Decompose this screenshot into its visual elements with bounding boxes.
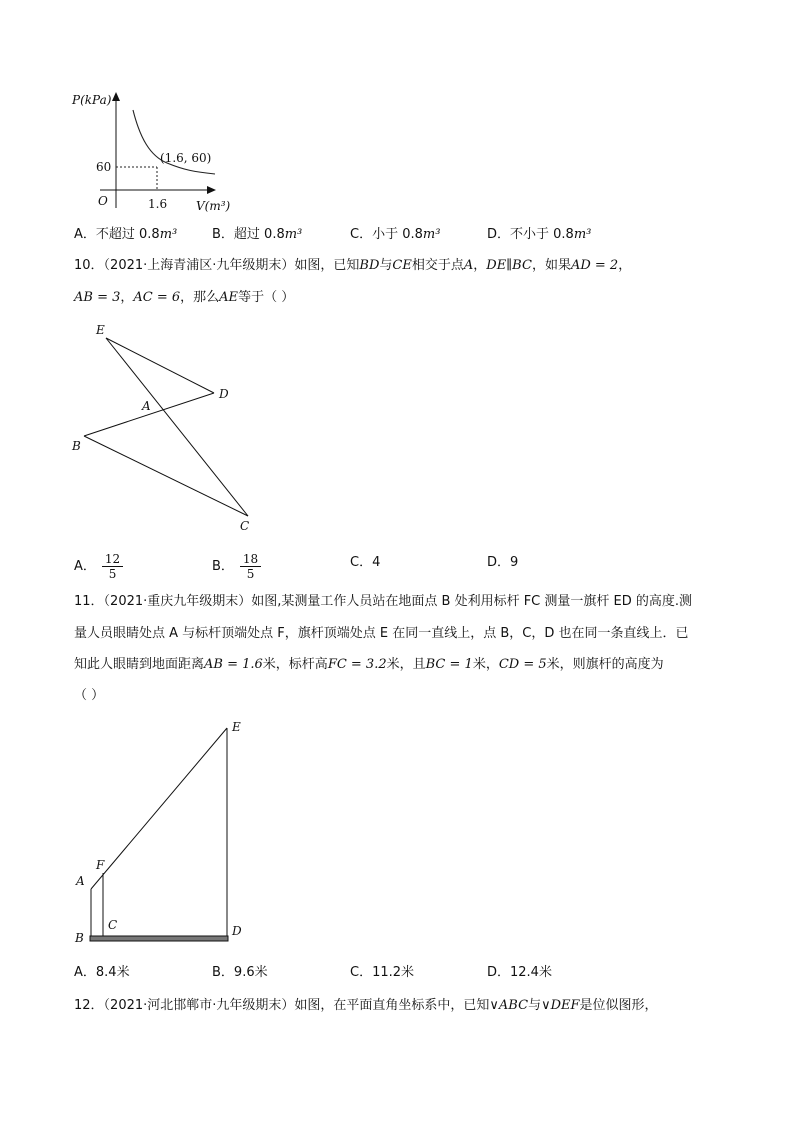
q10-comma2: ，	[120, 290, 134, 305]
y-tick-label: 60	[96, 160, 112, 174]
q10-option-a[interactable]	[74, 552, 123, 581]
q9-option-d[interactable]	[487, 224, 591, 246]
segment-ec	[106, 338, 248, 516]
q10-option-a-den: 5	[108, 567, 117, 581]
q10-option-a-num: 12	[102, 552, 123, 567]
q9-option-a-text: A．不超过 0.8	[74, 227, 160, 242]
y-axis-arrow	[112, 92, 120, 101]
q11-option-a[interactable]: A．8.4米	[74, 965, 130, 980]
q12-stem	[74, 996, 658, 1016]
q11-option-d[interactable]: D．12.4米	[487, 965, 552, 980]
origin-label: O	[98, 194, 108, 208]
q9-option-b-unit: m³	[284, 227, 303, 242]
q10-option-c[interactable]: C．4	[350, 555, 381, 570]
q10-option-a-label: A．	[74, 559, 96, 574]
pressure-volume-graph	[70, 88, 260, 218]
q9-options	[74, 224, 754, 246]
q9-option-a[interactable]	[74, 224, 177, 246]
label-b: B	[75, 931, 84, 945]
point-label: (1.6, 60)	[160, 151, 212, 165]
x-axis-arrow	[207, 186, 216, 194]
q10-pt-a: A	[463, 258, 474, 273]
q11-stem-line3	[74, 655, 664, 675]
q9-option-c-unit: m³	[422, 227, 441, 242]
q12-tri1: ∨ABC	[489, 998, 529, 1013]
q11-options	[74, 962, 754, 984]
q11-l3-d: 米，	[472, 657, 499, 672]
q10-option-b-den: 5	[246, 567, 255, 581]
q10-comma1: ，	[473, 258, 487, 273]
q10-line1-end: ，如果	[531, 258, 571, 273]
label-e: E	[96, 323, 105, 337]
segment-bc	[84, 436, 248, 516]
q11-l3-e: 米，则旗杆的高度为	[546, 657, 664, 672]
q11-figure	[70, 715, 270, 950]
q10-option-a-fraction	[102, 552, 123, 581]
q12-conj: 与	[528, 998, 542, 1013]
q11-l3-cd: CD = 5	[498, 657, 547, 672]
q9-option-d-unit: m³	[573, 227, 592, 242]
q10-option-b-num: 18	[240, 552, 261, 567]
q10-stem-line2	[74, 288, 294, 308]
q10-conj: 与	[379, 258, 393, 273]
q10-seg-ce: CE	[392, 258, 412, 273]
label-d: D	[219, 387, 229, 401]
q11-option-c[interactable]: C．11.2米	[350, 965, 415, 980]
q11-stem-line4: （ ）	[74, 688, 105, 703]
q12-tri2: ∨DEF	[541, 998, 580, 1013]
q10-line2-end: 等于（ ）	[238, 290, 295, 305]
label-d: D	[232, 924, 242, 938]
q10-mid: 相交于点	[411, 258, 464, 273]
q10-option-d[interactable]: D．9	[487, 555, 519, 570]
q10-ac-eq: AC = 6	[133, 290, 181, 305]
q9-option-c-text: C．小于 0.8	[350, 227, 423, 242]
q12-intro: 12．（2021·河北邯郸市·九年级期末）如图，在平面直角坐标系中，已知	[74, 998, 490, 1013]
q9-option-a-unit: m³	[159, 227, 178, 242]
q11-l3-b: 米，标杆高	[262, 657, 328, 672]
q10-line1-tail: ，	[618, 258, 632, 273]
label-c: C	[240, 519, 250, 533]
q10-stem-line1	[74, 256, 631, 276]
q10-ad-eq: AD = 2	[570, 258, 619, 273]
q10-option-b-fraction	[240, 552, 261, 581]
q11-stem-line1: 11．（2021·重庆九年级期末）如图,某测量工作人员站在地面点 B 处利用标杆 FC 测量一旗杆 ED 的高度.测	[74, 594, 693, 609]
q10-option-b-label: B．	[212, 559, 234, 574]
label-e: E	[232, 720, 241, 734]
segment-ed	[106, 338, 214, 393]
q11-l3-c: 米，且	[386, 657, 426, 672]
label-b: B	[72, 439, 81, 453]
q11-l3-ab: AB = 1.6	[204, 657, 263, 672]
q11-option-b[interactable]: B．9.6米	[212, 965, 268, 980]
label-c: C	[108, 918, 118, 932]
q9-option-b-text: B．超过 0.8	[212, 227, 285, 242]
q11-l3-a: 知此人眼睛到地面距离	[74, 657, 205, 672]
q9-option-d-text: D．不小于 0.8	[487, 227, 574, 242]
q9-option-b[interactable]	[212, 224, 302, 246]
label-f: F	[96, 858, 105, 872]
q10-intro: 10．（2021·上海青浦区·九年级期末）如图，已知	[74, 258, 360, 273]
q10-seg-bd: BD	[359, 258, 380, 273]
q9-option-c[interactable]	[350, 224, 440, 246]
line-aef	[91, 728, 227, 889]
q10-line2-mid: ，那么	[180, 290, 220, 305]
y-axis-label: P(kPa)	[72, 93, 112, 107]
label-a: A	[76, 874, 85, 888]
label-a: A	[142, 399, 151, 413]
q10-parallel: DE∥BC	[486, 258, 532, 273]
q10-ab-eq: AB = 3	[74, 290, 121, 305]
q12-end: 是位似图形，	[579, 998, 658, 1013]
q10-ae: AE	[219, 290, 239, 305]
q11-l3-fc: FC = 3.2	[327, 657, 387, 672]
x-axis-label: V(m³)	[196, 199, 231, 213]
q10-option-b[interactable]	[212, 552, 261, 581]
ground-bd	[90, 936, 228, 941]
x-tick-label: 1.6	[148, 197, 168, 211]
q10-figure	[66, 318, 266, 538]
q10-options	[74, 544, 754, 584]
q11-stem-line2: 量人员眼睛处点 A 与标杆顶端处点 F，旗杆顶端处点 E 在同一直线上，点 B，C，D 也在同一条直线上．已	[74, 626, 689, 641]
q11-l3-bc: BC = 1	[425, 657, 473, 672]
